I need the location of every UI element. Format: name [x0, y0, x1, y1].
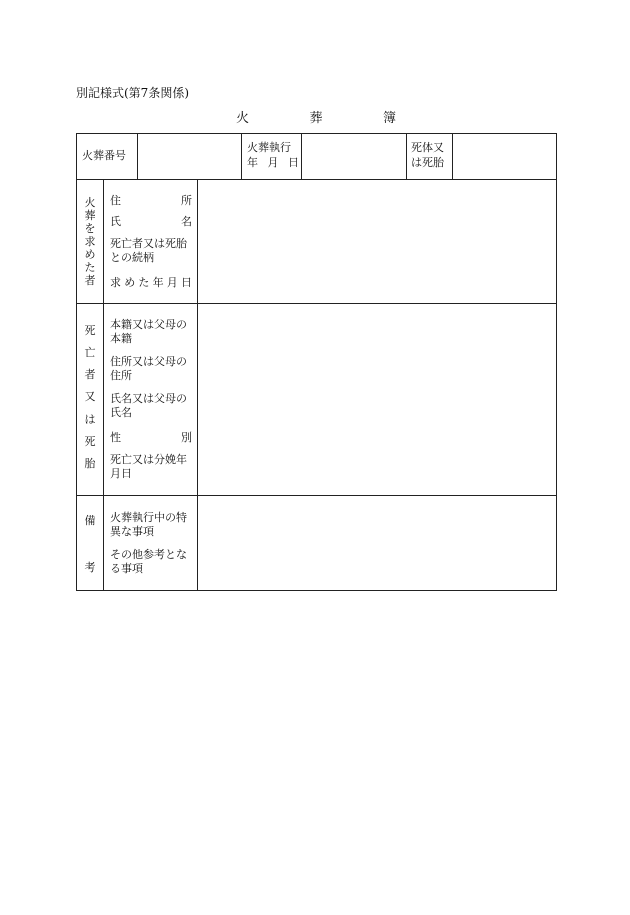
divider — [103, 179, 104, 591]
remarks-section-label: 備 考 — [84, 514, 96, 574]
requester-address-label: 住 所 — [110, 194, 192, 207]
exec-date-label-line1: 火葬執行 — [247, 141, 291, 154]
domicile-label: 本籍又は父母の 本籍 — [110, 318, 187, 345]
divider — [137, 133, 138, 180]
deceased-address-label: 住所又は父母の 住所 — [110, 355, 187, 382]
exec-date-field[interactable] — [310, 146, 400, 174]
divider — [452, 133, 453, 180]
remarks-entry-area[interactable] — [202, 500, 550, 586]
form-title-char: 火 — [236, 111, 250, 126]
body-type-label-line2: は死胎 — [411, 156, 444, 169]
divider — [241, 133, 242, 180]
deceased-section-label: 死 亡 者 又 は 死 胎 — [84, 324, 96, 470]
deceased-entry-area[interactable] — [202, 308, 550, 490]
request-date-label: 求 め た 年 月 日 — [110, 276, 192, 289]
cremation-number-field[interactable] — [146, 146, 234, 174]
body-type-label-line1: 死体又 — [411, 141, 444, 154]
other-matters-label: その他参考とな る事項 — [110, 548, 187, 575]
cremation-number-label: 火葬番号 — [82, 149, 126, 162]
form-title-char: 葬 — [309, 111, 323, 126]
death-date-label: 死亡又は分娩年 月日 — [110, 453, 187, 480]
form-title-char: 簿 — [382, 111, 396, 126]
requester-entry-area[interactable] — [202, 184, 550, 298]
divider — [197, 179, 198, 591]
divider — [406, 133, 407, 180]
special-matters-label: 火葬執行中の特 異な事項 — [110, 511, 187, 538]
requester-section-label: 火葬を求めた者 — [84, 196, 96, 287]
requester-name-label: 氏 名 — [110, 215, 192, 228]
divider — [76, 303, 557, 304]
deceased-name-label: 氏名又は父母の 氏名 — [110, 392, 187, 419]
body-type-field[interactable] — [458, 146, 550, 174]
form-title — [236, 107, 396, 126]
form-caption: 別記様式(第7条関係) — [76, 86, 189, 100]
exec-date-label-line2: 年 月 日 — [247, 156, 302, 169]
divider — [76, 495, 557, 496]
requester-relation-label: 死亡者又は死胎 との続柄 — [110, 237, 187, 264]
sex-label: 性 別 — [110, 431, 192, 444]
